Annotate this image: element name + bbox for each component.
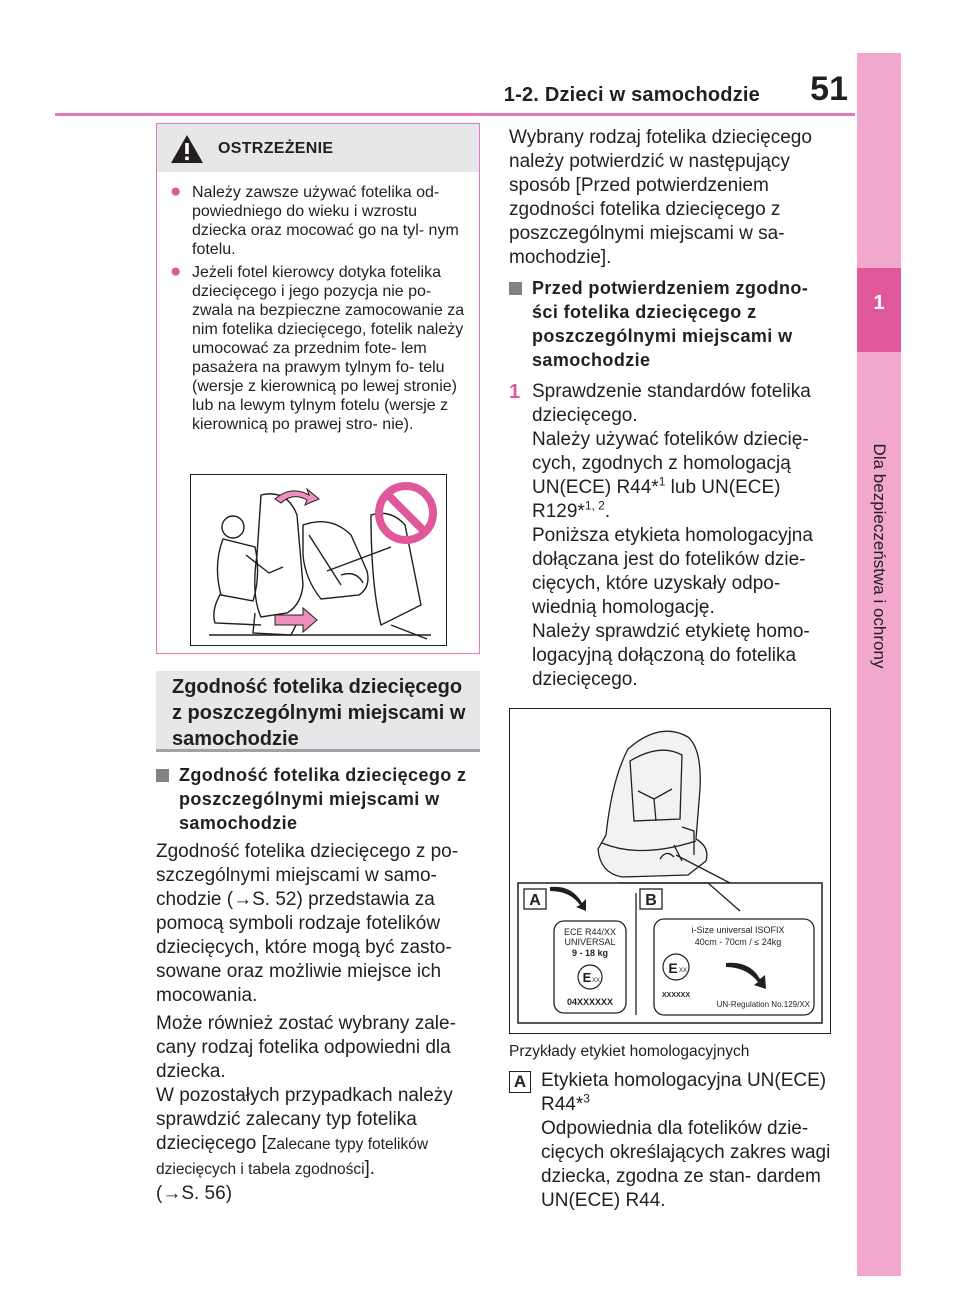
step-number: 1 [509, 381, 521, 403]
bullet-icon: ● [170, 181, 182, 202]
footnote-ref: 1 [658, 474, 666, 489]
figure-caption: Przykłady etykiet homologacyjnych [509, 1043, 750, 1060]
subheading-text: Przed potwierdzeniem zgodno- ści fotelika dziecięcego z poszczególnymi miejscami w samochodzie [532, 278, 809, 370]
para-text: ]. [364, 1158, 376, 1179]
subheading [156, 763, 480, 835]
isize-code: XXXXXX [662, 992, 691, 999]
isize-line-2: 40cm - 70cm / ≤ 24kg [694, 937, 782, 947]
step-content [532, 380, 842, 692]
body-paragraph [156, 840, 482, 1008]
isize-mark: E [668, 960, 678, 976]
subheading-text: Zgodność fotelika dziecięcego z poszczególnymi miejscami w samochodzie [179, 765, 467, 833]
panel-a-letter: A [529, 892, 541, 909]
body-paragraph [156, 1012, 482, 1206]
paren: ( [156, 1183, 163, 1204]
square-bullet-icon [156, 769, 169, 782]
ece-code: 04XXXXXX [566, 997, 614, 1007]
step-text: Należy używać fotelików dziecię- cych, zgodnych z homologacją UN(ECE) R44* [532, 429, 809, 498]
child-seat-labels-drawing [510, 709, 830, 1033]
footnote-ref: 1, 2 [584, 498, 605, 513]
warning-item [170, 263, 470, 434]
ece-line-1: ECE R44/XX [563, 927, 617, 937]
panel-b-letter: B [645, 892, 657, 909]
approval-label-illustration [509, 708, 831, 1034]
intro-paragraph: Wybrany rodzaj fotelika dziecięcego należy potwierdzić w następujący sposób [Przed potwierdzeniem zgodności fotelika dziecięcego z poszczególnymi miejscami w sa- mochodzie]. [509, 127, 812, 268]
bullet-icon: ● [170, 261, 182, 282]
ece-mark: E [582, 970, 592, 985]
page-ref-link[interactable]: S. 52 [252, 889, 297, 910]
step-text: lub UN(ECE) R129* [532, 477, 781, 522]
ece-line-2: UNIVERSAL [564, 937, 616, 947]
warning-item [170, 183, 470, 259]
chapter-number: 1 [873, 292, 885, 314]
subheading [509, 276, 839, 372]
label-a-marker: A [509, 1071, 531, 1093]
isize-regulation: UN-Regulation No.129/XX [716, 1000, 810, 1009]
warning-item-text: Należy zawsze używać fotelika od- powiedniego do wieku i wzrostu dziecka oraz mocować go na tyl- nym fotelu. [192, 184, 459, 258]
para-text: Zgodność fotelika dziecięcego z po- szczególnymi miejscami w samo- chodzie ( [156, 841, 459, 910]
step-text: Poniższa etykieta homologacyjna dołączana jest do fotelików dzie- cięcych, które uzyskały odpo- wiednią homologację. [532, 525, 813, 618]
isize-line-1: i-Size universal ISOFIX [691, 925, 785, 935]
ece-line-3: 9 - 18 kg [571, 948, 609, 958]
step-title: Sprawdzenie standardów fotelika dziecięcego. [532, 381, 811, 426]
page-ref-link[interactable]: S. 56 [181, 1183, 226, 1204]
label-a-text: Odpowiednia dla fotelików dzie- cięcych określających zakres wagi dziecka, zgodna ze stan- dardem UN(ECE) R44. [541, 1118, 831, 1211]
label-a-title: Etykieta homologacyjna UN(ECE) R44* [541, 1070, 827, 1115]
section-title: 1-2. Dzieci w samochodzie [503, 84, 760, 106]
para-text: Może również zostać wybrany zale- cany rodzaj fotelika odpowiedni dla dziecka. [156, 1013, 456, 1082]
section-heading: Zgodność fotelika dziecięcego z poszczególnymi miejscami w samochodzie [172, 676, 466, 750]
step-text: . [604, 501, 611, 522]
car-seat-conflict-drawing [191, 475, 446, 645]
arrow-icon: → [233, 889, 253, 910]
isize-mark-sub: XX [678, 968, 688, 974]
footnote-ref: 3 [583, 1091, 590, 1106]
ece-mark-sub: XX [591, 978, 601, 984]
reference-title: Zalecane typy fotelików dziecięcych i tabela zgodności [156, 1136, 429, 1178]
para-text: W pozostałych przypadkach należy sprawdzić zalecany typ fotelika dziecięcego [ [156, 1085, 453, 1154]
warning-triangle-icon [170, 134, 204, 164]
label-a-description [541, 1069, 841, 1213]
warning-title: OSTRZEŻENIE [218, 140, 334, 157]
seat-illustration [190, 474, 447, 646]
chapter-title: Dla bezpieczeństwa i ochrony [870, 443, 889, 669]
paren: ) [225, 1183, 233, 1204]
arrow-icon: → [162, 1183, 182, 1204]
square-bullet-icon [509, 282, 522, 295]
header-rule [55, 113, 855, 116]
step-text: Należy sprawdzić etykietę homo- logacyjną dołączoną do fotelika dziecięcego. [532, 621, 810, 690]
warning-item-text: Jeżeli fotel kierowcy dotyka fotelika dziecięcego i jego pozycja nie po- zwala na bezpieczne zamocowanie za nim fotelika dziecięcego, fotelik należy umocować za przednim fote- lem pasażera na prawym tylnym fo- telu (wersje z kierownicą po lewej stronie) lub na lewym tylnym fotelu (wersje z kierownicą po prawej stro- nie). [192, 264, 465, 433]
page-number: 51 [810, 70, 848, 108]
para-text: ) przedstawia za pomocą symboli rodzaje fotelików dziecięcych, które mogą być zasto- sowane oraz możliwie miejsce ich mocowania. [156, 889, 452, 1006]
